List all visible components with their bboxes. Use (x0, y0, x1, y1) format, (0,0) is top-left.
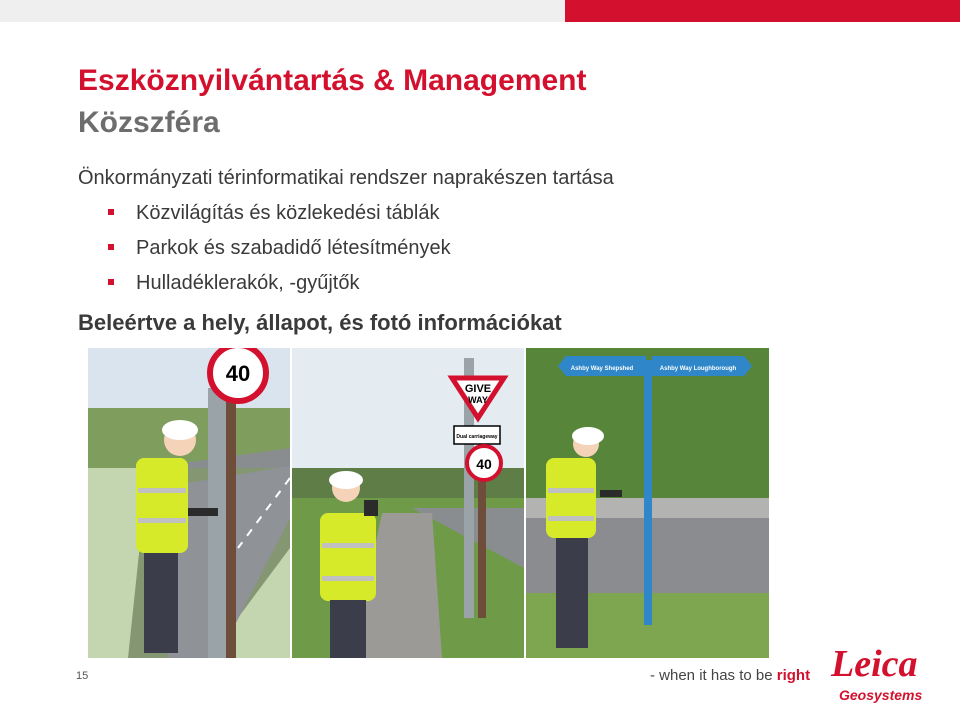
bullet-square-icon (108, 244, 114, 250)
lead-text: Önkormányzati térinformatikai rendszer naprakészen tartása (78, 167, 614, 189)
photo-streetlight-survey (88, 348, 290, 658)
tagline-prefix: - when it has to be (650, 667, 777, 684)
photo-fingerpost-survey (526, 348, 769, 658)
top-bar-red (565, 0, 960, 22)
footer-tagline (650, 667, 810, 684)
bullet-square-icon (108, 279, 114, 285)
fingerpost-right-text: Ashby Way Loughborough (659, 366, 737, 372)
bullet-item: Közvilágítás és közlekedési táblák (108, 200, 451, 235)
photo-1-illustration (88, 348, 290, 658)
bullet-list (108, 200, 451, 305)
slide-title: Eszköznyilvántartás & Management (78, 64, 587, 97)
lead-text-2: Beleértve a hely, állapot, és fotó információkat (78, 310, 562, 335)
bullet-square-icon (108, 209, 114, 215)
photo-3-illustration (526, 348, 769, 658)
bullet-item: Parkok és szabadidő létesítmények (108, 235, 451, 270)
fingerpost-left-text: Ashby Way Shepshed (570, 366, 634, 372)
give-way-sign-text: GIVE (464, 383, 492, 395)
speed-sign-40-text: 40 (225, 361, 251, 386)
speed-sign-40-text: 40 (476, 456, 492, 472)
tagline-emphasis: right (776, 667, 811, 684)
bullet-item: Hulladéklerakók, -gyűjtők (108, 270, 451, 305)
top-bar-grey (0, 0, 565, 22)
photo-2-illustration (292, 348, 524, 658)
logo-wordmark: Leica (831, 643, 918, 685)
logo-subtitle: Geosystems (839, 687, 923, 703)
leica-geosystems-logo (825, 640, 935, 706)
give-way-sign-text-2: WAY (468, 395, 488, 405)
photo-sign-survey (292, 348, 524, 658)
page-number: 15 (76, 670, 89, 682)
dual-carriageway-sign-text: Dual carriageway (456, 434, 498, 440)
slide-subtitle: Közszféra (78, 106, 220, 139)
